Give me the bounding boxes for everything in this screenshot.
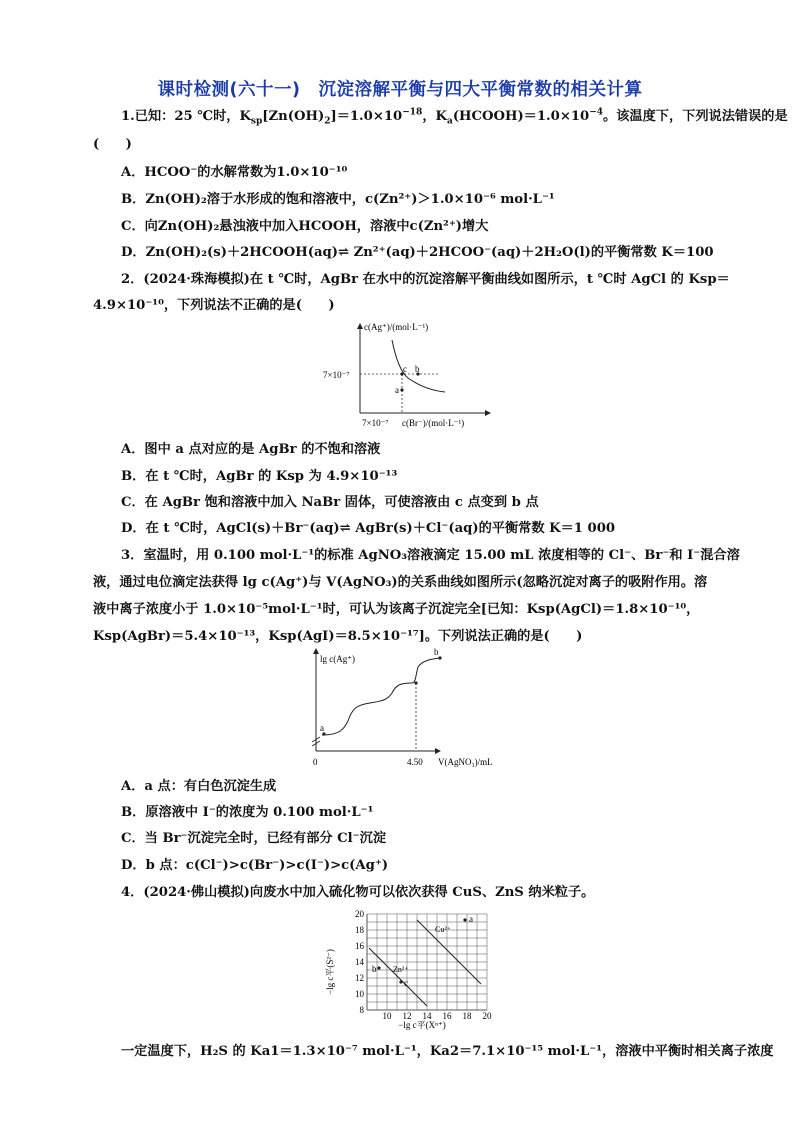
q3-figure — [300, 643, 530, 777]
zn-series-label: Zn²⁺ — [393, 965, 409, 974]
label-b: b — [415, 364, 420, 374]
x-axis-label: c(Br⁻)/(mol·L⁻¹) — [402, 418, 465, 428]
y-tick-label: 20 — [355, 909, 364, 919]
q2-option-d: D．在 t ℃时，AgCl(s)＋Br⁻(aq)⇌ AgBr(s)＋Cl⁻(aq)的平衡常数 K＝1 000 — [121, 521, 616, 536]
q1-option-d: D．Zn(OH)₂(s)＋2HCOOH(aq)⇌ Zn²⁺(aq)＋2HCOO⁻(aq)＋2H₂O(l)的平衡常数 K＝100 — [121, 245, 714, 260]
q3-option-a: A．a 点：有白色沉淀生成 — [121, 779, 277, 794]
y-tick-label: 8 — [359, 1005, 364, 1015]
q1-stem: 1.已知：25 ℃时，$K_{sp}[Zn(OH)_2]=1.0\times 10^{-18}$，$K_a(HCOOH)=1.0\times 10^{-4}$。该温度下，下列说法错误的是 — [121, 107, 788, 127]
x-tick-label: 14 — [422, 1011, 432, 1021]
point-c — [399, 980, 402, 983]
label-a: a — [469, 914, 473, 924]
point-b — [438, 656, 441, 659]
y-axis-label: lg c(Ag⁺) — [320, 654, 355, 664]
q3-stem-line3: 液中离子浓度小于 1.0×10⁻⁵mol·L⁻¹时，可认为该离子沉淀完全[已知：Ksp(AgCl)＝1.8×10⁻¹⁰， — [93, 602, 700, 617]
q3-option-b: B．原溶液中 I⁻的浓度为 0.100 mol·L⁻¹ — [121, 805, 374, 820]
x-tick-label: 10 — [382, 1011, 392, 1021]
y-tick-label: 14 — [355, 957, 364, 967]
label-a: a — [320, 723, 324, 733]
q3-stem-line1: 3．室温时，用 0.100 mol·L⁻¹的标准 AgNO₃溶液滴定 15.00 mL 浓度相等的 Cl⁻、Br⁻和 I⁻混合溶 — [121, 548, 740, 563]
origin-label: 0 — [313, 757, 318, 767]
cu-series-label: Cu²⁺ — [435, 925, 451, 934]
sulfide-precipitation-chart — [325, 902, 495, 1030]
x-tick-label: 16 — [442, 1011, 452, 1021]
label-b: b — [372, 964, 377, 974]
q1-option-b: B．Zn(OH)₂溶于水形成的饱和溶液中，c(Zn²⁺)＞1.0×10⁻⁶ mol·L⁻¹ — [121, 192, 555, 207]
label-a: a — [395, 385, 399, 395]
x-tick-label: 18 — [462, 1011, 472, 1021]
q3-stem-line4: Ksp(AgBr)＝5.4×10⁻¹³，Ksp(AgI)＝8.5×10⁻¹⁷]。下列说法正确的是( ) — [93, 629, 583, 644]
q2-figure — [300, 318, 520, 442]
page-title: 课时检测(六十一) 沉淀溶解平衡与四大平衡常数的相关计算 — [157, 80, 643, 100]
x-tick-label: 20 — [482, 1011, 492, 1021]
y-tick-label: 16 — [355, 941, 364, 951]
q3-option-d: D．b 点：c(Cl⁻)>c(Br⁻)>c(I⁻)>c(Ag⁺) — [121, 858, 389, 873]
q4-stem-line1: 4．(2024·佛山模拟)向废水中加入硫化物可以依次获得 CuS、ZnS 纳米粒子。 — [121, 885, 595, 900]
q2-option-c: C．在 AgBr 饱和溶液中加入 NaBr 固体，可使溶液由 c 点变到 b 点 — [121, 495, 539, 510]
q1-option-c: C．向Zn(OH)₂悬浊液中加入HCOOH，溶液中c(Zn²⁺)增大 — [121, 219, 489, 234]
titration-curve — [300, 643, 530, 773]
y-tick-label: 10 — [355, 989, 364, 999]
x-tick-label: 12 — [402, 1011, 412, 1021]
label-c: c — [403, 364, 407, 374]
x-axis-label: V(AgNO₃)/mL — [438, 757, 493, 767]
label-b: b — [434, 647, 439, 657]
x-axis-label: −lg c平(Xⁿ⁺) — [398, 1020, 446, 1030]
q3-option-c: C．当 Br⁻沉淀完全时，已经有部分 Cl⁻沉淀 — [121, 831, 387, 846]
label-c: c — [404, 978, 408, 988]
titration-line — [322, 658, 440, 735]
zn-line — [369, 948, 427, 1006]
q2-option-a: A．图中 a 点对应的是 AgBr 的不饱和溶液 — [121, 442, 381, 457]
q2-stem-line1: 2．(2024·珠海模拟)在 t ℃时，AgBr 在水中的沉淀溶解平衡曲线如图所示，t ℃时 AgCl 的 Ksp＝ — [121, 272, 730, 287]
y-tick-label: 7×10⁻⁷ — [323, 370, 350, 380]
q1-option-a: A．HCOO⁻的水解常数为1.0×10⁻¹⁰ — [121, 165, 348, 180]
point-b — [377, 966, 380, 969]
q4-figure — [325, 902, 495, 1034]
y-axis-label: c(Ag⁺)/(mol·L⁻¹) — [364, 322, 429, 332]
agbr-solubility-curve — [300, 318, 520, 438]
x-tick-label: 4.50 — [407, 757, 423, 767]
point-a — [463, 918, 466, 921]
q2-stem-line2: 4.9×10⁻¹⁰，下列说法不正确的是( ) — [93, 298, 335, 313]
q4-stem-line2: 一定温度下，H₂S 的 Ka1＝1.3×10⁻⁷ mol·L⁻¹，Ka2＝7.1×10⁻¹⁵ mol·L⁻¹，溶液中平衡时相关离子浓度 — [121, 1044, 774, 1059]
q1-answer-paren: ( ) — [93, 137, 132, 152]
q2-option-b: B．在 t ℃时，AgBr 的 Ksp 为 4.9×10⁻¹³ — [121, 469, 398, 484]
x-tick-label: 7×10⁻⁷ — [362, 418, 389, 428]
y-tick-label: 18 — [355, 925, 364, 935]
point-a — [400, 388, 403, 391]
y-axis-label: −lg c平(S²⁻) — [325, 949, 335, 995]
q3-stem-line2: 液，通过电位滴定法获得 lg c(Ag⁺)与 V(AgNO₃)的关系曲线如图所示(忽略沉淀对离子的吸附作用。溶 — [93, 575, 708, 590]
point-endpoint — [414, 681, 417, 684]
y-tick-label: 12 — [355, 973, 364, 983]
